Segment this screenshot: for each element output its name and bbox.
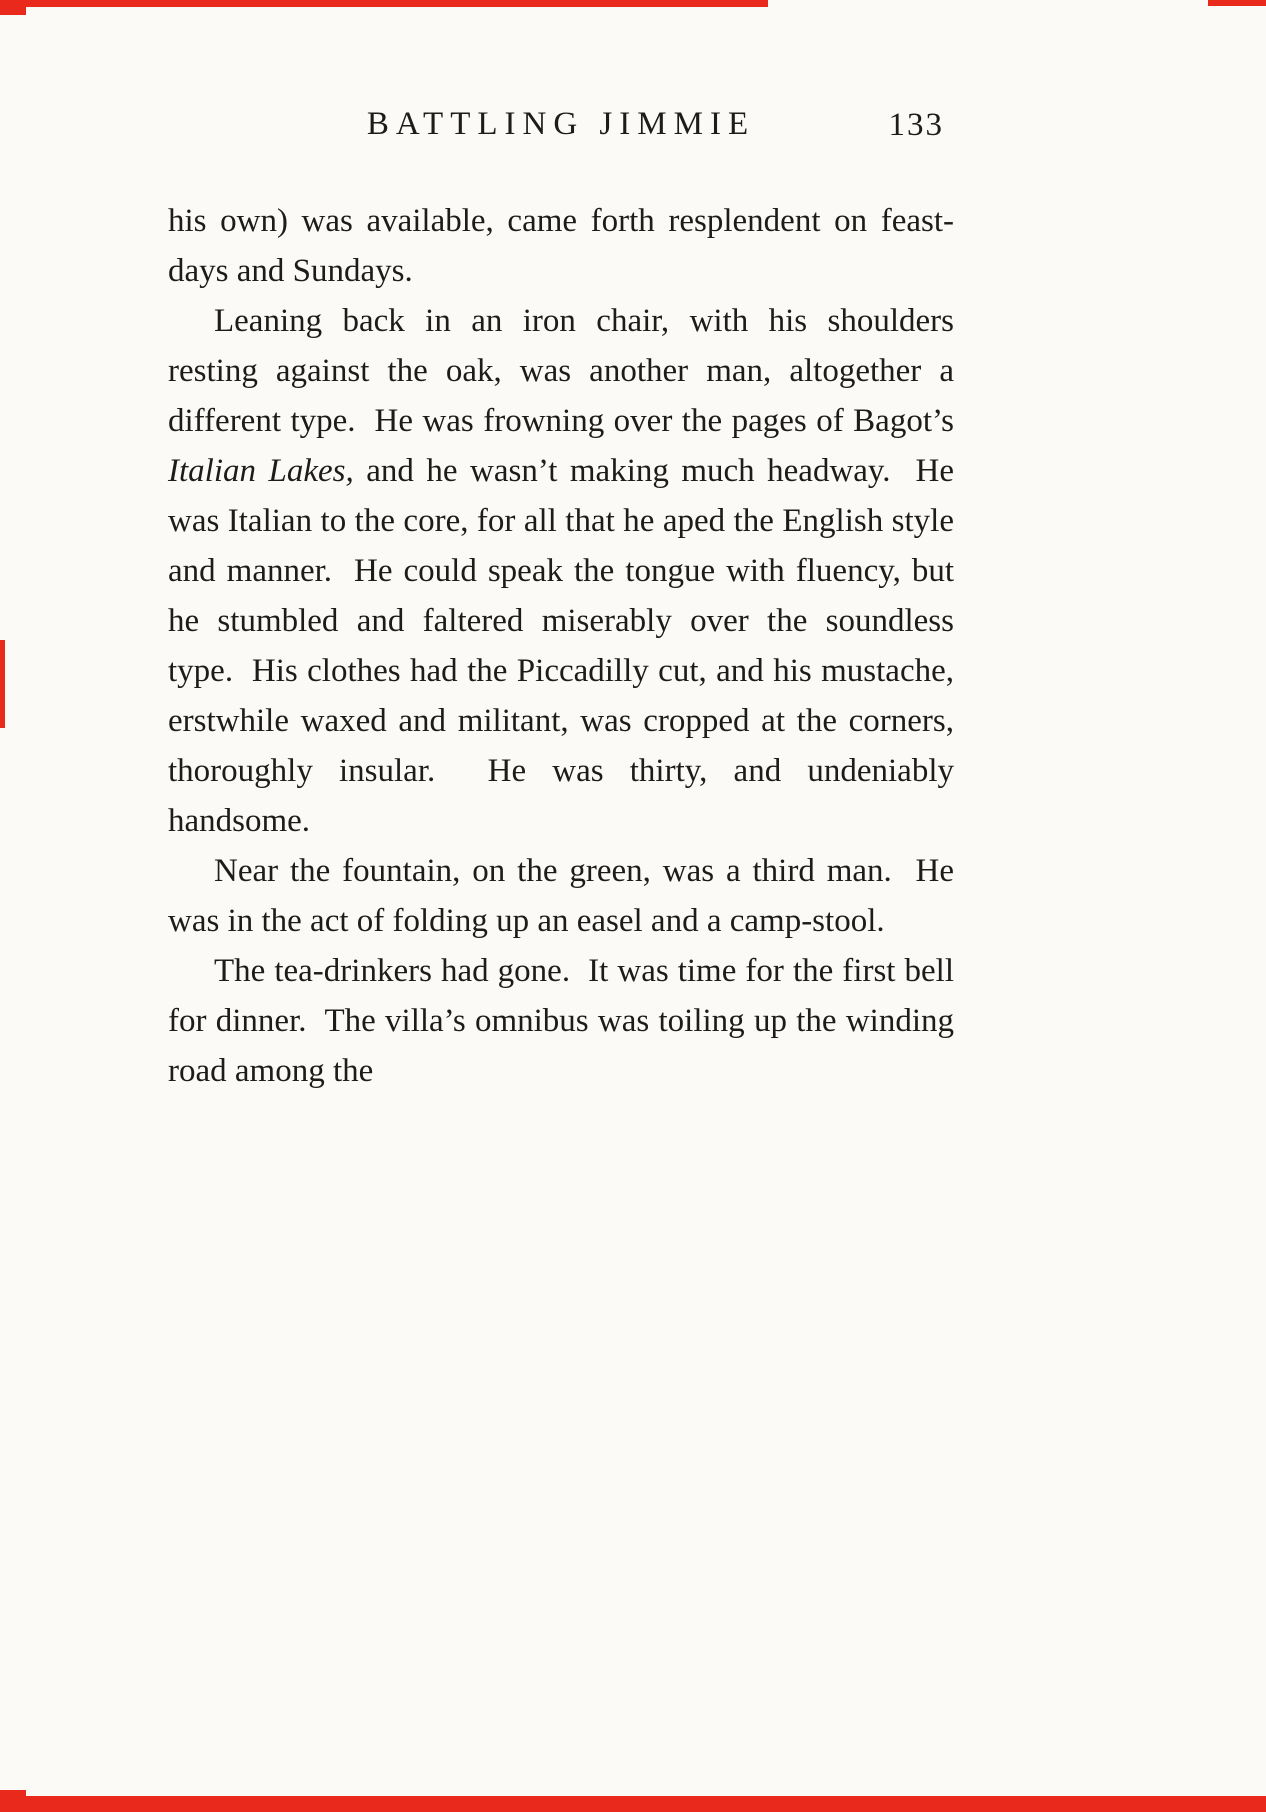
text-run: his own) was available, came forth resplendent on feast-days and Sundays. bbox=[168, 203, 954, 289]
paragraph bbox=[168, 946, 954, 1096]
page-number: 133 bbox=[888, 107, 944, 143]
scan-edge-mark bbox=[0, 640, 5, 728]
text-run: and he wasn’t making much headway. He was Italian to the core, for all that he aped the English style and manner. He could speak the tongue with fluency, but he stumbled and faltered miserably over the soundless type. His clothes had the Piccadilly cut, and his mustache, erstwhile waxed and militant, was cropped at the corners, thoroughly insular. He was thirty, and undeniably handsome. bbox=[168, 453, 954, 839]
text-run: The tea-drinkers had gone. It was time for the first bell for dinner. The villa’s omnibus was toiling up the winding road among the bbox=[168, 953, 954, 1089]
text-run: Leaning back in an iron chair, with his shoulders resting against the oak, was another man, altogether a different type. He was frowning over the pages of Bagot’s bbox=[168, 303, 954, 439]
text-run: Near the fountain, on the green, was a third man. He was in the act of folding up an easel and a camp-stool. bbox=[168, 853, 954, 939]
scan-edge-mark bbox=[0, 0, 26, 15]
paragraph bbox=[168, 196, 954, 296]
paragraph bbox=[168, 846, 954, 946]
page-header bbox=[168, 106, 954, 164]
italic-text-run: Italian Lakes, bbox=[168, 453, 354, 489]
scan-edge-mark bbox=[0, 0, 768, 7]
scan-edge-mark bbox=[26, 1796, 1266, 1812]
paragraph bbox=[168, 296, 954, 846]
scan-edge-mark bbox=[0, 1790, 26, 1812]
page-body bbox=[168, 196, 954, 1096]
scan-edge-mark bbox=[1208, 0, 1266, 6]
text-column bbox=[168, 106, 954, 1096]
running-title: BATTLING JIMMIE bbox=[366, 106, 756, 142]
